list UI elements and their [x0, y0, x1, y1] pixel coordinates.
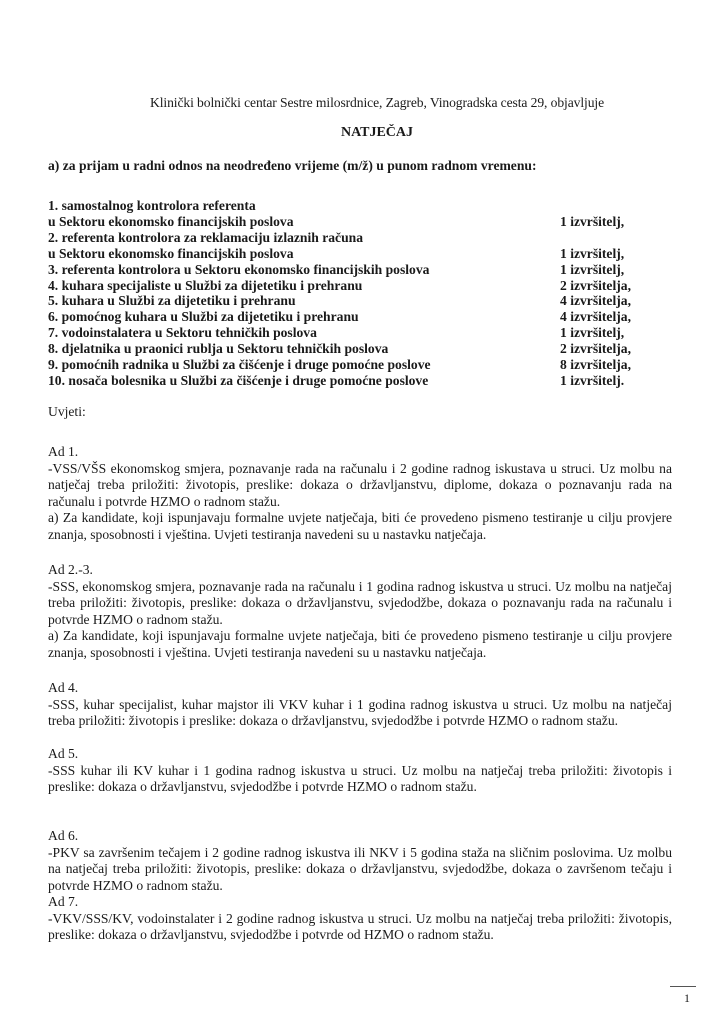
list-item: 8. djelatnika u praonici rublja u Sektoru tehničkih poslova 2 izvršitelja, [48, 341, 631, 357]
ad-paragraph: -VKV/SSS/KV, vodoinstalater i 2 godine radnog iskustva u struci. Uz molbu na natječaj treba priložiti: životopis, preslike: dokaza o državljanstvu, svjedodžbe i potvrde od HZMO o radnom stažu. [48, 910, 672, 943]
ad-label: Ad 1. [48, 444, 79, 459]
ad-paragraph: -SSS, kuhar specijalist, kuhar majstor ili VKV kuhar i 1 godina radnog iskustva u struci. Uz molbu na natječaj treba priložiti: životopis i preslike: dokaza o državljanstvu, svjedodžbe i potvrde HZMO o radnom stažu. [48, 696, 672, 729]
ad-section-7 [48, 894, 672, 944]
ad-section-2-3 [48, 562, 672, 662]
list-item: 4. kuhara specijaliste u Službi za dijetetiku i prehranu 2 izvršitelja, [48, 277, 631, 293]
page-number: 1 [684, 991, 690, 1005]
document-title: NATJEČAJ [340, 125, 414, 140]
ad-label: Ad 6. [48, 828, 79, 843]
ad-paragraph: -SSS kuhar ili KV kuhar i 1 godina radnog iskustva u struci. Uz molbu na natječaj treba priložiti: životopis i preslike: dokaza o državljanstvu, svjedodžbe i potvrde HZMO o radnom stažu. [48, 762, 672, 795]
ad-section-6 [48, 828, 672, 894]
ad-paragraph: a) Za kandidate, koji ispunjavaju formalne uvjete natječaja, biti će provedeno pismeno testiranje u cilju provjere znanja, sposobnosti i vještina. Uvjeti testiranja navedeni su u nastavku natječaja. [48, 628, 672, 660]
ad-paragraph: -PKV sa završenim tečajem i 2 godine radnog iskustva ili NKV i 5 godina staža na sličnim poslovima. Uz molbu na natječaj treba priložiti: životopis, preslike: dokaza o državljanstvu, svjedodžbe, dokaza o završenom tečaju i potvrde HZMO o radnom stažu. [48, 844, 672, 893]
ad-paragraph: a) Za kandidate, koji ispunjavaju formalne uvjete natječaja, biti će provedeno pismeno testiranje u cilju provjere znanja, sposobnosti i vještina. Uvjeti testiranja navedeni su u nastavku natječaja. [48, 510, 672, 542]
footer-divider [670, 986, 696, 987]
ad-label: Ad 2.-3. [48, 562, 93, 577]
list-item: 5. kuhara u Službi za dijetetiku i prehranu 4 izvršitelja, [48, 293, 631, 309]
list-item: 7. vodoinstalatera u Sektoru tehničkih poslova 1 izvršitelj, [48, 325, 625, 341]
list-item: u Sektoru ekonomsko financijskih poslova 1 izvršitelj, [48, 213, 625, 229]
ad-section-1 [48, 444, 672, 544]
list-item: 9. pomoćnih radnika u Službi za čišćenje i druge pomoćne poslove 8 izvršitelja, [48, 357, 631, 373]
ad-section-4 [48, 680, 672, 730]
conditions-label: Uvjeti: [48, 404, 86, 419]
list-item: 2. referenta kontrolora za reklamaciju izlaznih računa [48, 229, 364, 245]
ad-label: Ad 4. [48, 680, 79, 695]
intro-line [0, 95, 714, 112]
ad-label: Ad 5. [48, 746, 79, 761]
ad-section-5 [48, 746, 672, 796]
positions-list [48, 198, 688, 389]
section-a-heading: a) za prijam u radni odnos na neodređeno vrijeme (m/ž) u punom radnom vremenu: [48, 158, 537, 173]
ad-paragraph: -VSS/VŠS ekonomskog smjera, poznavanje rada na računalu i 2 godine radnog iskustava u struci. Uz molbu na natječaj treba priložiti: životopis, preslike: dokaza o državljanstvu, diplome, dokaza o poznavanju rada na računalu i potvrde HZMO o radnom stažu. [48, 460, 672, 509]
list-item: 10. nosača bolesnika u Službi za čišćenje i druge pomoćne poslove 1 izvršitelj. [48, 372, 625, 388]
intro-text: Klinički bolnički centar Sestre milosrdnice, Zagreb, Vinogradska cesta 29, objavljuje [150, 95, 604, 110]
list-item: 3. referenta kontrolora u Sektoru ekonomsko financijskih poslova 1 izvršitelj, [48, 261, 625, 277]
list-item: u Sektoru ekonomsko financijskih poslova 1 izvršitelj, [48, 245, 625, 261]
ad-label: Ad 7. [48, 894, 79, 909]
ad-paragraph: -SSS, ekonomskog smjera, poznavanje rada na računalu i 1 godina radnog iskustva u struci. Uz molbu na natječaj treba priložiti: životopis, preslike: dokaza o državljanstvu, svjedodžbe, dokaza o poznavanju rada na računalu i potvrde HZMO o radnom stažu. [48, 578, 672, 627]
list-item: 1. samostalnog kontrolora referenta [48, 198, 256, 213]
list-item: 6. pomoćnog kuhara u Službi za dijetetiku i prehranu 4 izvršitelja, [48, 309, 631, 325]
